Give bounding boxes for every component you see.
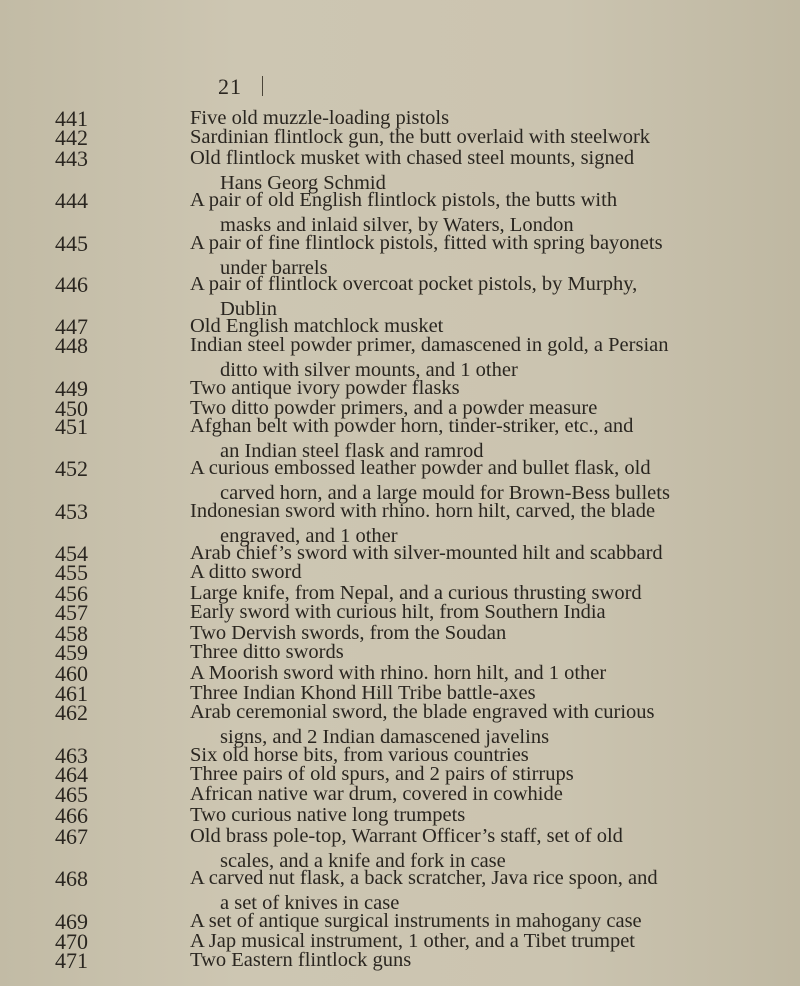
page-rule bbox=[262, 76, 263, 96]
lot-description-line: A Jap musical instrument, 1 other, and a Tibet trumpet bbox=[190, 930, 636, 952]
lot-number: 469 bbox=[55, 909, 88, 934]
lot-description-line: A pair of fine flintlock pistols, fitted with spring bayonets bbox=[190, 232, 663, 254]
lot-description-line: Two curious native long trumpets bbox=[190, 804, 466, 826]
lot-number: 447 bbox=[55, 314, 88, 339]
lot-description-line: A carved nut flask, a back scratcher, Java rice spoon, and bbox=[190, 867, 658, 889]
lot-number: 454 bbox=[55, 541, 88, 566]
lot-description-continuation: ditto with silver mounts, and 1 other bbox=[220, 359, 518, 381]
lot-description-line: Indonesian sword with rhino. horn hilt, carved, the blade bbox=[190, 500, 656, 522]
lot-number: 453 bbox=[55, 499, 88, 524]
lot-description-line: Early sword with curious hilt, from Southern India bbox=[190, 601, 606, 623]
lot-description-line: Large knife, from Nepal, and a curious thrusting sword bbox=[190, 582, 642, 604]
lot-number: 470 bbox=[55, 929, 88, 954]
lot-description-line: Sardinian flintlock gun, the butt overlaid with steelwork bbox=[190, 126, 651, 148]
lot-description-line: Afghan belt with powder horn, tinder-striker, etc., and bbox=[190, 415, 634, 437]
lot-number: 445 bbox=[55, 231, 88, 256]
lot-description-continuation: Hans Georg Schmid bbox=[220, 172, 386, 194]
lot-number: 465 bbox=[55, 782, 88, 807]
lot-number: 459 bbox=[55, 640, 88, 665]
lot-description-continuation: engraved, and 1 other bbox=[220, 525, 398, 547]
lot-description-continuation: Dublin bbox=[220, 298, 277, 320]
page-number: 21 bbox=[218, 74, 242, 99]
lot-description-line: A pair of flintlock overcoat pocket pistols, by Murphy, bbox=[190, 273, 638, 295]
lot-number: 460 bbox=[55, 661, 88, 686]
lot-description-line: Five old muzzle-loading pistols bbox=[190, 107, 450, 129]
lot-number: 450 bbox=[55, 396, 88, 421]
lot-description-line: Two Dervish swords, from the Soudan bbox=[190, 622, 507, 644]
lot-description-continuation: masks and inlaid silver, by Waters, London bbox=[220, 214, 574, 236]
lot-number: 461 bbox=[55, 681, 88, 706]
lot-number: 446 bbox=[55, 272, 88, 297]
lot-number: 462 bbox=[55, 700, 88, 725]
lot-description-line: Two Eastern flintlock guns bbox=[190, 949, 412, 971]
lot-number: 451 bbox=[55, 414, 88, 439]
lot-description-line: A curious embossed leather powder and bullet flask, old bbox=[190, 457, 651, 479]
lot-number: 442 bbox=[55, 125, 88, 150]
lot-description-continuation: scales, and a knife and fork in case bbox=[220, 850, 506, 872]
lot-number: 467 bbox=[55, 824, 88, 849]
lot-description-line: Old English matchlock musket bbox=[190, 315, 444, 337]
lot-number: 455 bbox=[55, 560, 88, 585]
lot-number: 441 bbox=[55, 106, 88, 131]
lot-number: 449 bbox=[55, 376, 88, 401]
lot-description-line: Indian steel powder primer, damascened in gold, a Persian bbox=[190, 334, 669, 356]
lot-description-continuation: a set of knives in case bbox=[220, 892, 400, 914]
lot-description-line: A set of antique surgical instruments in mahogany case bbox=[190, 910, 642, 932]
lot-description-line: Old brass pole-top, Warrant Officer’s staff, set of old bbox=[190, 825, 623, 847]
lot-number: 443 bbox=[55, 146, 88, 171]
lot-number: 444 bbox=[55, 188, 88, 213]
lot-number: 468 bbox=[55, 866, 88, 891]
lot-description-line: Old flintlock musket with chased steel mounts, signed bbox=[190, 147, 635, 169]
lot-description-continuation: carved horn, and a large mould for Brown-Bess bullets bbox=[220, 482, 670, 504]
lot-number: 464 bbox=[55, 762, 88, 787]
lot-description-line: Arab ceremonial sword, the blade engraved with curious bbox=[190, 701, 655, 723]
lot-number: 452 bbox=[55, 456, 88, 481]
lot-description-line: Two antique ivory powder flasks bbox=[190, 377, 460, 399]
lot-description-line: Three pairs of old spurs, and 2 pairs of stirrups bbox=[190, 763, 574, 785]
lot-description-line: Three Indian Khond Hill Tribe battle-axes bbox=[190, 682, 536, 704]
lot-number: 463 bbox=[55, 743, 88, 768]
lot-description-line: A pair of old English flintlock pistols, the butts with bbox=[190, 189, 618, 211]
lot-description-line: Two ditto powder primers, and a powder measure bbox=[190, 397, 598, 419]
lot-description-continuation: an Indian steel flask and ramrod bbox=[220, 440, 484, 462]
lot-number: 456 bbox=[55, 581, 88, 606]
lot-number: 457 bbox=[55, 600, 88, 625]
lot-number: 458 bbox=[55, 621, 88, 646]
lot-description bbox=[190, 948, 790, 973]
lot-description-line: African native war drum, covered in cowhide bbox=[190, 783, 563, 805]
lot-number: 471 bbox=[55, 948, 88, 973]
lot-description-line: Arab chief’s sword with silver-mounted hilt and scabbard bbox=[190, 542, 663, 564]
lot-description-continuation: signs, and 2 Indian damascened javelins bbox=[220, 726, 550, 748]
lot-description-line: Three ditto swords bbox=[190, 641, 344, 663]
lot-description-line: A Moorish sword with rhino. horn hilt, and 1 other bbox=[190, 662, 607, 684]
lot-description-continuation: under barrels bbox=[220, 257, 328, 279]
lot-description-line: Six old horse bits, from various countries bbox=[190, 744, 529, 766]
lot-number: 466 bbox=[55, 803, 88, 828]
lot-description-line: A ditto sword bbox=[190, 561, 302, 583]
lot-number: 448 bbox=[55, 333, 88, 358]
